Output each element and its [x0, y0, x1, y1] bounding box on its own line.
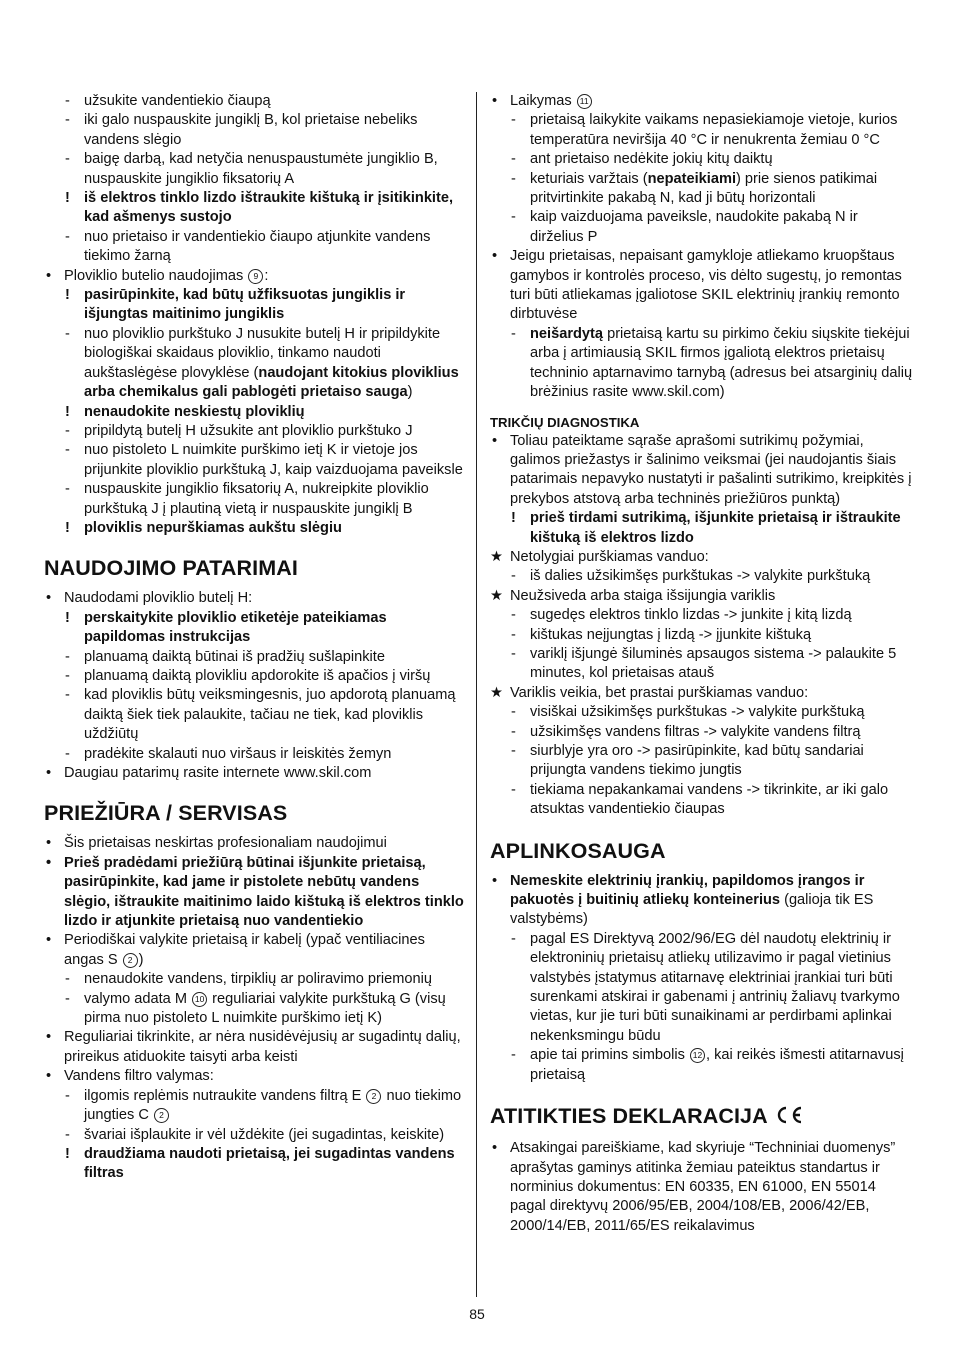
- list-item: - planuamą daiktą būtinai iš pradžių sušlapinkite: [65, 648, 385, 665]
- list-item: - pagal ES Direktyvą 2002/96/EG dėl naudotų elektrinių ir elektroninių prietaisų atliekų utilizavimo ir pagal vietinius valstybės įstatymus atitarnavę elektriniai įrankiai turi būti surenkami atskirai ir gabenami į antrinių žaliavų tvarkymo vietas, kur jie turi būti sunaikinami ar perdirbami aplinkai nekenksmingu būdu: [511, 930, 900, 1044]
- page-number: 85: [469, 1306, 485, 1322]
- warning-item: ! prieš tirdami sutrikimą, išjunkite prietaisą ir ištraukite kištuką iš elektros lizdo: [511, 510, 901, 546]
- problem-item: ★ Neužsiveda arba staiga išsijungia variklis: [490, 587, 914, 606]
- list-item: - ant prietaiso nedėkite jokių kitų daiktų: [511, 151, 773, 168]
- figure-ref: 2: [154, 1108, 169, 1123]
- bullet-item: • Periodiškai valykite prietaisą ir kabelį (ypač ventiliacines angas S 2 ): [46, 932, 425, 968]
- list-item: - keturiais varžtais (nepateikiami) prie sienos patikimai pritvirtinkite pakabą N, kad ji būtų horizontali: [511, 170, 878, 207]
- list-item: - tiekiama nepakankamai vandens -> tikrinkite, ar iki galo atsuktas vandentiekio čiaupas: [511, 781, 889, 818]
- section-heading-environment: APLINKOSAUGA: [490, 838, 666, 863]
- list-item: - ilgomis replėmis nutraukite vandens filtrą E 2 nuo tiekimo jungties C 2: [65, 1087, 462, 1124]
- warning-item: ! iš elektros tinklo lizdo ištraukite kištuką ir įsitikinkite, kad ašmenys sustojo: [65, 190, 454, 226]
- bullet-item: • Jeigu prietaisas, nepaisant gamykloje atliekamo kruopštaus gamybos ir kontrolės proceso, vis dėlto sugestų, jo remontas turi būti atliekamas įgaliotose SKIL elektrinių įrankių remonto dirbtuvėse: [492, 248, 902, 323]
- warning-item: ! pasirūpinkite, kad būtų užfiksuotas jungiklis ir išjungtas maitinimo jungiklis: [65, 287, 406, 323]
- warning-item: ! perskaitykite ploviklio etiketėje pateikiamas papildomas instrukcijas: [65, 609, 387, 646]
- bullet-item: • Toliau pateiktame sąraše aprašomi sutrikimų požymiai, galimos priežastys ir šalinimo veiksmai (jei naudojantis šiais patarimais nepavyko nustatyti ir pašalinti sutrikimo, kreipkitės į prekybos atstovą arba techninės priežiūros punktą): [492, 432, 912, 507]
- bullet-item: • Laikymas 11: [490, 92, 914, 111]
- bullet-item: • Naudodami ploviklio butelį H:: [46, 590, 253, 607]
- list-item: - užsukite vandentiekio čiaupą: [65, 93, 271, 109]
- list-item: - nuo pistoleto L nuimkite purškimo ietį K ir vietoje jos prijunkite ploviklio purkštuką J, kaip vaizduojama paveiksle: [65, 442, 463, 478]
- problem-item: ★ Netolygiai purškiamas vanduo:: [490, 548, 914, 567]
- list-item: - kaip vaizduojama paveiksle, naudokite pakabą N ir dirželius P: [511, 209, 858, 245]
- problem-item: ★ Variklis veikia, bet prastai purškiamas vanduo:: [490, 684, 914, 703]
- left-column: [44, 92, 468, 1184]
- figure-ref: 12: [690, 1048, 705, 1063]
- list-item: - nuspauskite jungiklio fiksatorių A, nukreipkite ploviklio purkštuką J į plautiną vietą ir nuspauskite jungiklį B: [65, 481, 429, 517]
- bullet-item: • Daugiau patarimų rasite internete www.skil.com: [46, 765, 372, 781]
- list-item: - planuamą daiktą plovikliu apdorokite iš apačios į viršų: [65, 667, 431, 684]
- star-icon: ★: [490, 684, 504, 701]
- list-item: - siurblyje yra oro -> pasirūpinkite, kad būtų sandariai prijungta vandens tiekimo jungtis: [511, 743, 864, 779]
- star-icon: ★: [490, 548, 504, 565]
- section-heading-usage: NAUDOJIMO PATARIMAI: [44, 556, 298, 581]
- list-item: - sugedęs elektros tinklo lizdas -> junkite į kitą lizdą: [511, 607, 852, 624]
- right-column: [490, 92, 914, 1236]
- list-item: - variklį išjungė šiluminės apsaugos sistema -> palaukite 5 minutes, kol prietaisas atauš: [511, 645, 897, 682]
- bullet-item: • Atsakingai pareiškiame, kad skyriuje “Techniniai duomenys” aprašytas gaminys atitinka žemiau pateiktus standartus ir norminius dokumentus: EN 60335, EN 61000, EN 55014 pagal direktyvų 2006/95/EB, 2004/108/EB, 2006/42/EB, 2000/14/EB, 2011/65/ES reikalavimus: [492, 1140, 896, 1234]
- list-item: - pripildytą butelį H užsukite ant ploviklio purkštuko J: [65, 422, 413, 439]
- figure-ref: 10: [192, 992, 207, 1007]
- section-heading-declaration: ATITIKTIES DEKLARACIJA: [490, 1104, 914, 1130]
- list-item: - iki galo nuspauskite jungiklį B, kol prietaise nebeliks vandens slėgio: [65, 112, 418, 148]
- list-item: - baigę darbą, kad netyčia nenuspaustumėte jungiklio B, nuspauskite jungiklio fiksatorių A: [65, 151, 438, 187]
- list-item: - užsikimšęs vandens filtras -> valykite vandens filtrą: [511, 723, 861, 740]
- section-heading-service: PRIEŽIŪRA / SERVISAS: [44, 801, 288, 826]
- list-item: - nenaudokite vandens, tirpiklių ar poliravimo priemonių: [65, 971, 433, 988]
- list-item: - kištukas neįjungtas į lizdą -> įjunkite kištuką: [511, 626, 812, 643]
- bullet-item: • Reguliariai tikrinkite, ar nėra nusidėvėjusių ar sugadintų dalių, prireikus atiduokite taisyti arba keisti: [46, 1029, 461, 1065]
- list-item: - neišardytą prietaisą kartu su pirkimo čekiu siųskite tiekėjui arba į artimiausią SKIL firmos įgaliotą elektros prietaisų techninio aptarnavimo tarnybą (adresus bei atsarginių dalių brėžinius rasite www.skil.com): [511, 325, 913, 401]
- list-item: - švariai išplaukite ir vėl uždėkite (jei sugadintas, keiskite): [65, 1126, 445, 1143]
- column-divider: [476, 92, 477, 1297]
- bullet-item: • Šis prietaisas neskirtas profesionaliam naudojimui: [46, 835, 387, 852]
- bullet-item: • Prieš pradėdami priežiūrą būtinai išjunkite prietaisą, pasirūpinkite, kad jame ir pistolete nebūtų vandens slėgio, ištraukite maitinimo laido kištuką iš elektros tinklo lizdo ir atjunkite prietaisą nuo vandentiekio: [46, 854, 464, 930]
- list-item: - apie tai primins simbolis 12 , kai reikės išmesti atitarnavusį prietaisą: [511, 1047, 904, 1083]
- warning-item: ! nenaudokite neskiestų ploviklių: [65, 403, 305, 420]
- bullet-item: • Nemeskite elektrinių įrankių, papildomos įrangos ir pakuotės į buitinių atliekų konteinerius (galioja tik ES valstybėms): [492, 872, 874, 928]
- list-item: - pradėkite skalauti nuo viršaus ir leiskitės žemyn: [65, 745, 392, 762]
- subsection-heading-troubleshooting: TRIKČIŲ DIAGNOSTIKA: [490, 414, 640, 430]
- figure-ref: 2: [123, 953, 138, 968]
- figure-ref: 2: [366, 1089, 381, 1104]
- list-item: - valymo adata M 10 reguliariai valykite purkštuką G (visų pirma nuo pistoleto L nuimkite purškimo ietį K): [65, 990, 446, 1027]
- figure-ref: 11: [577, 94, 592, 109]
- bullet-item: • Ploviklio butelio naudojimas 9 :: [46, 267, 269, 284]
- list-item: - iš dalies užsikimšęs purkštukas -> valykite purkštuką: [511, 568, 871, 585]
- list-item: - nuo ploviklio purkštuko J nusukite butelį H ir pripildykite biologiškai skaidaus ploviklio, tinkamo naudoti aukštaslėgėse plovyklėse (naudojant kitokius ploviklius arba chemikalus gali pablogėti prietaiso sauga): [65, 325, 459, 401]
- warning-item: ! draudžiama naudoti prietaisą, jei sugadintas vandens filtras: [65, 1145, 455, 1182]
- ce-mark-icon: [774, 1105, 804, 1130]
- list-item: - visiškai užsikimšęs purkštukas -> valykite purkštuką: [511, 704, 865, 721]
- bullet-item: • Vandens filtro valymas:: [46, 1068, 214, 1085]
- figure-ref: 9: [248, 269, 263, 284]
- list-item: - kad ploviklis būtų veiksmingesnis, juo apdorotą planuamą daiktą šiek tiek palaukite, tačiau ne tiek, kad ploviklis uždžiūtų: [65, 687, 456, 743]
- list-item: - nuo prietaiso ir vandentiekio čiaupo atjunkite vandens tiekimo žarną: [65, 228, 431, 265]
- list-item: - prietaisą laikykite vaikams nepasiekiamoje vietoje, kurios temperatūra neviršija 40 °C ir nenukrenta žemiau 0 °C: [511, 112, 898, 148]
- star-icon: ★: [490, 587, 504, 604]
- warning-item: ! ploviklis nepurškiamas aukštu slėgiu: [65, 519, 342, 536]
